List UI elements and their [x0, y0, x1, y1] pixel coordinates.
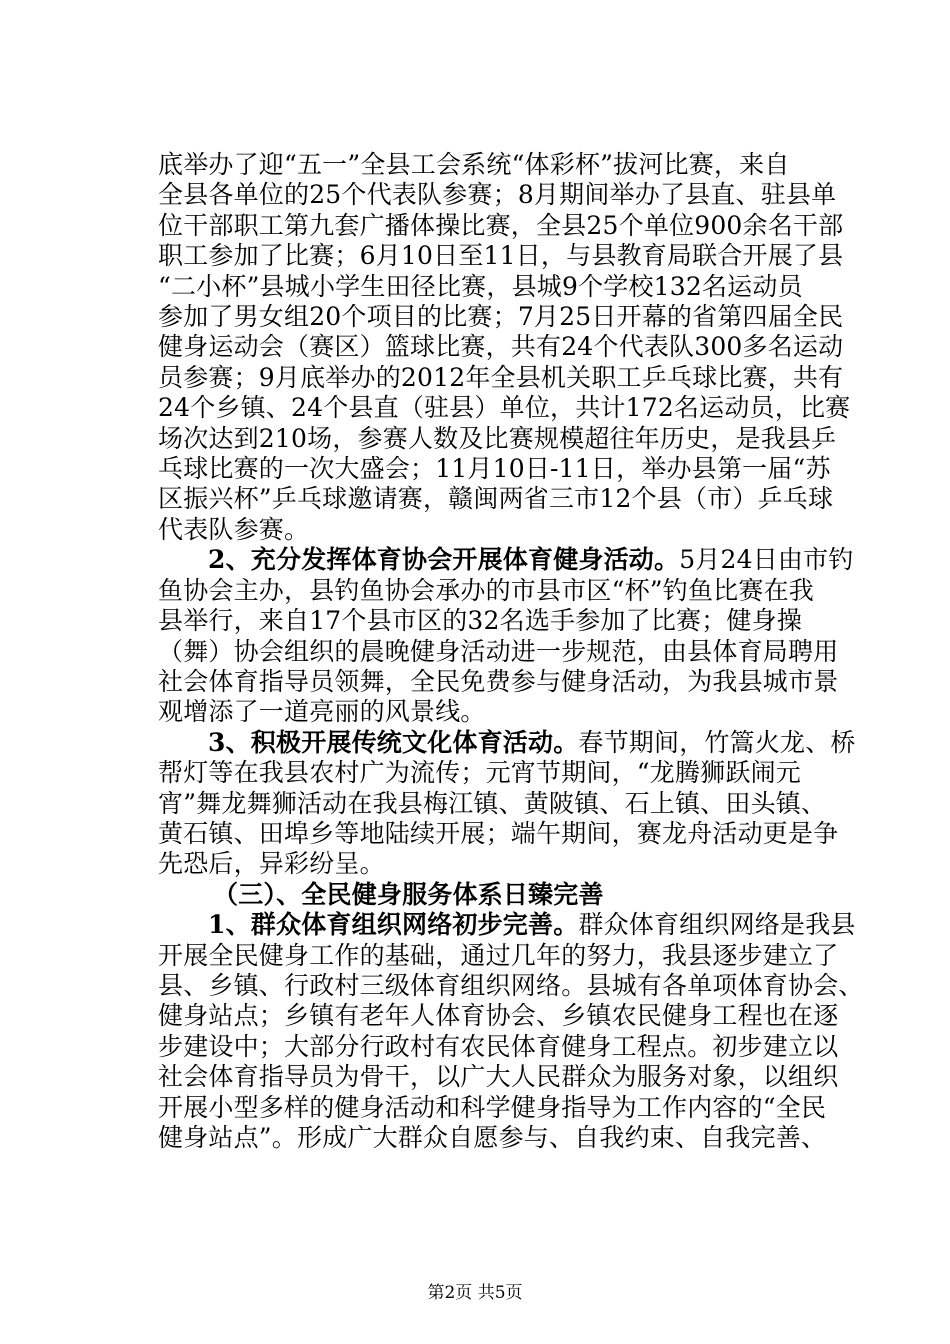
text-line: 开展全民健身工作的基础，通过几年的努力，我县逐步建立了: [158, 940, 839, 970]
text-line: 参加了男女组20个项目的比赛；7月25日开幕的省第四届全民: [158, 302, 844, 332]
paragraph-heading: 3、积极开展传统文化体育活动。: [208, 727, 579, 757]
text-line: 场次达到210场，参赛人数及比赛规模超往年历史，是我县乒: [158, 423, 837, 453]
paragraph-text: 群众体育组织网络是我县: [578, 910, 856, 940]
paragraph-heading: 2、充分发挥体育协会开展体育健身活动。: [208, 545, 680, 575]
paragraph-first-line: [158, 727, 856, 758]
paragraph-text: 5月24日由市钓: [679, 545, 854, 575]
text-line: 代表队参赛。: [158, 514, 310, 544]
section-heading: （三）、全民健身服务体系日臻完善: [213, 879, 604, 909]
text-line: 乓球比赛的一次大盛会；11月10日-11日，举办县第一届“苏: [158, 454, 831, 484]
text-line: 先恐后，异彩纷呈。: [158, 849, 385, 879]
text-line: 健身站点”。形成广大群众自愿参与、自我约束、自我完善、: [158, 1123, 827, 1152]
text-line: 社会体育指导员领舞，全民免费参与健身活动，为我县城市景: [158, 666, 839, 696]
text-line: 观增添了一道亮丽的风景线。: [158, 697, 486, 727]
text-line: 位干部职工第九套广播体操比赛，全县25个单位900余名干部: [158, 210, 844, 240]
text-line: 健身站点；乡镇有老年人体育协会、乡镇农民健身工程也在逐: [158, 1001, 839, 1031]
text-line: 帮灯等在我县农村广为流传；元宵节期间，“龙腾狮跃闹元: [158, 758, 801, 788]
text-line: 开展小型多样的健身活动和科学健身指导为工作内容的“全民: [158, 1092, 827, 1122]
text-line: 宵”舞龙舞狮活动在我县梅江镇、黄陂镇、石上镇、田头镇、: [158, 788, 827, 818]
text-line: 社会体育指导员为骨干，以广大人民群众为服务对象，以组织: [158, 1062, 839, 1092]
text-line: 黄石镇、田埠乡等地陆续开展；端午期间，赛龙舟活动更是争: [158, 818, 839, 848]
paragraph-heading: 1、群众体育组织网络初步完善。: [208, 910, 579, 940]
paragraph-first-line: [158, 545, 854, 575]
text-line: 员参赛；9月底举办的2012年全县机关职工乒乓球比赛，共有: [158, 362, 844, 392]
text-line: 鱼协会主办，县钓鱼协会承办的市县市区“杯”钓鱼比赛在我: [158, 575, 814, 605]
text-line: “二小杯”县城小学生田径比赛，县城9个学校132名运动员: [158, 271, 803, 301]
text-line: 底举办了迎“五一”全县工会系统“体彩杯”拔河比赛，来自: [158, 150, 790, 179]
text-line: 24个乡镇、24个县直（驻县）单位，共计172名运动员，比赛: [158, 393, 851, 423]
text-line: 职工参加了比赛；6月10日至11日，与县教育局联合开展了县: [158, 241, 844, 271]
text-line: 步建设中；大部分行政村有农民体育健身工程点。初步建立以: [158, 1031, 839, 1061]
paragraph-first-line: [158, 910, 856, 940]
document-body: [158, 150, 864, 1153]
page-footer: 第2页 共5页: [427, 1283, 523, 1303]
text-line: 县、乡镇、行政村三级体育组织网络。县城有各单项体育协会、: [158, 970, 864, 1000]
text-line: 区振兴杯”乒乓球邀请赛，赣闽两省三市12个县（市）乒乓球: [158, 484, 834, 514]
text-line: 县举行，来自17个县市区的32名选手参加了比赛；健身操: [158, 606, 803, 636]
paragraph-text: 春节期间，竹篙火龙、桥: [578, 727, 856, 757]
text-line: 健身运动会（赛区）篮球比赛，共有24个代表队300多名运动: [158, 332, 844, 362]
text-line: （舞）协会组织的晨晚健身活动进一步规范，由县体育局聘用: [158, 636, 839, 666]
text-line: 全县各单位的25个代表队参赛；8月期间举办了县直、驻县单: [158, 180, 837, 210]
